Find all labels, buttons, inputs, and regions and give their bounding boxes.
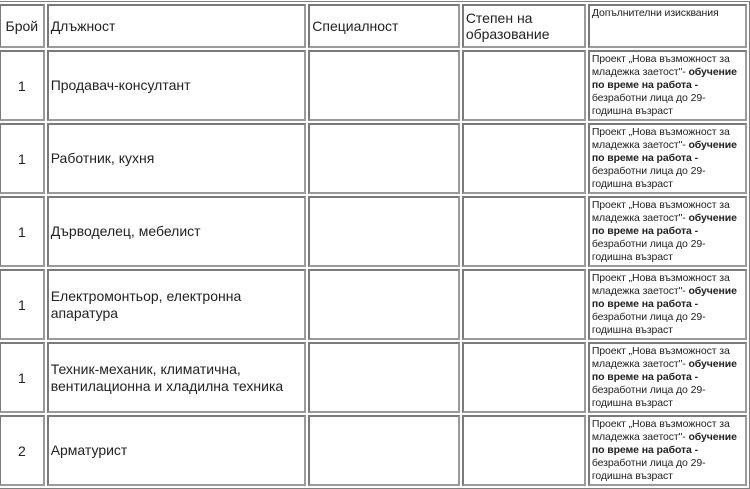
req-text-tail: безработни лица до 29-годишна възраст: [591, 165, 706, 190]
req-bold-text: обучение по време на работа -: [591, 66, 737, 91]
req-text: Проект „Нова възможност за младежка заетост"-: [591, 199, 730, 224]
table-row: [0, 415, 747, 486]
table-row: [0, 269, 747, 340]
req-text-tail: безработни лица до 29-годишна възраст: [591, 238, 706, 263]
cell-requirements: [588, 196, 747, 267]
header-count: Брой: [0, 4, 45, 48]
req-text: Проект „Нова възможност за младежка заетост"-: [591, 345, 730, 370]
cell-position: Дърводелец, мебелист: [47, 196, 307, 267]
table-row: [0, 196, 747, 267]
req-bold-text: обучение по време на работа -: [591, 431, 737, 456]
cell-education: [462, 415, 586, 486]
cell-requirements: [588, 123, 747, 194]
cell-position: Електромонтьор, електронна апаратура: [47, 269, 307, 340]
header-position: Длъжност: [47, 4, 307, 48]
header-specialty: Специалност: [308, 4, 460, 48]
req-bold-text: обучение по време на работа -: [591, 358, 737, 383]
req-text-tail: безработни лица до 29-годишна възраст: [591, 92, 706, 117]
cell-requirements: [588, 269, 747, 340]
cell-count: 1: [0, 123, 45, 194]
cell-education: [462, 269, 586, 340]
req-text-tail: безработни лица до 29-годишна възраст: [591, 384, 706, 409]
cell-count: 1: [0, 50, 45, 121]
req-text: Проект „Нова възможност за младежка заетост"-: [591, 53, 730, 78]
cell-specialty: [308, 342, 460, 413]
cell-specialty: [308, 196, 460, 267]
table-row: [0, 50, 747, 121]
cell-requirements: [588, 415, 747, 486]
cell-position: Техник-механик, климатична, вентилационна и хладилна техника: [47, 342, 307, 413]
req-text-tail: безработни лица до 29-годишна възраст: [591, 311, 706, 336]
cell-specialty: [308, 123, 460, 194]
cell-requirements: [588, 342, 747, 413]
cell-specialty: [308, 415, 460, 486]
req-bold-text: обучение по време на работа -: [591, 285, 737, 310]
cell-count: 1: [0, 196, 45, 267]
cell-position: Продавач-консултант: [47, 50, 307, 121]
cell-count: 2: [0, 415, 45, 486]
cell-specialty: [308, 50, 460, 121]
req-bold-text: обучение по време на работа -: [591, 139, 737, 164]
table-header-row: [0, 4, 747, 48]
req-text: Проект „Нова възможност за младежка заетост"-: [591, 126, 730, 151]
cell-count: 1: [0, 269, 45, 340]
cell-requirements: [588, 50, 747, 121]
cell-position: Работник, кухня: [47, 123, 307, 194]
cell-count: 1: [0, 342, 45, 413]
cell-specialty: [308, 269, 460, 340]
header-education: Степен на образование: [462, 4, 586, 48]
cell-position: Арматурист: [47, 415, 307, 486]
cell-education: [462, 123, 586, 194]
table-row: [0, 123, 747, 194]
cell-education: [462, 342, 586, 413]
req-text-tail: безработни лица до 29-годишна възраст: [591, 457, 706, 482]
header-requirements: Допълнителни изисквания: [588, 4, 747, 48]
job-vacancies-table: [0, 1, 750, 489]
cell-education: [462, 196, 586, 267]
table-row: [0, 342, 747, 413]
cell-education: [462, 50, 586, 121]
req-text: Проект „Нова възможност за младежка заетост"-: [591, 272, 730, 297]
job-table-container: [0, 1, 750, 489]
req-text: Проект „Нова възможност за младежка заетост"-: [591, 418, 730, 443]
req-bold-text: обучение по време на работа -: [591, 212, 737, 237]
